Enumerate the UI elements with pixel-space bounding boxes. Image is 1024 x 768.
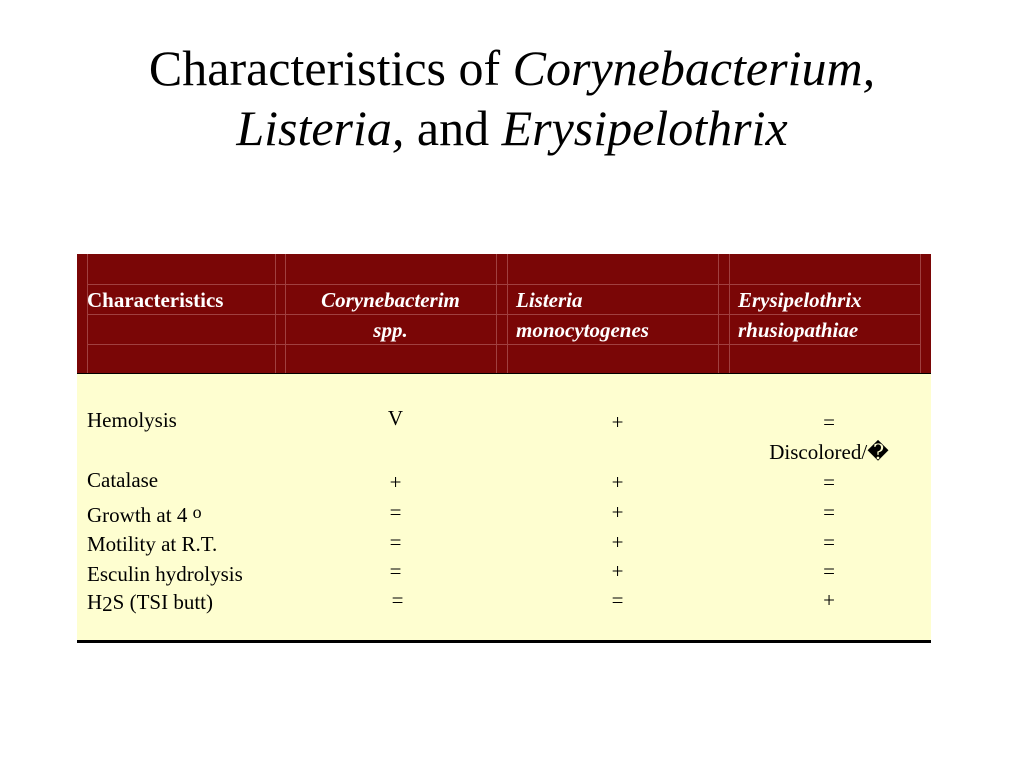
table-body [77,374,931,640]
cell-catalase-erysipelothrix: = [823,470,835,494]
header-corynebacterium-line1: Corynebacterim [321,288,460,312]
cell-h2s-listeria: = [611,588,624,612]
header-grid-line [275,254,276,374]
row-label-h2s-rest: S (TSI butt) [112,590,214,614]
row-label-growth-text: Growth at 4 [87,503,193,527]
row-label-hemolysis: Hemolysis [87,408,177,432]
row-label-esculin: Esculin hydrolysis [87,562,243,586]
title-genus-erysipelothrix: Erysipelothrix [501,100,788,156]
title-text: Characteristics of [148,40,513,96]
slide-title [0,38,1024,158]
header-erysipelothrix-line2: rhusiopathiae [738,318,859,342]
row-label-motility: Motility at R.T. [87,532,218,556]
header-grid-line [920,254,921,374]
cell-h2s-erysipelothrix: + [823,588,835,612]
cell-esculin-listeria: + [611,559,624,583]
header-corynebacterium-line2: spp. [373,318,408,342]
title-genus-listeria: Listeria, [236,100,405,156]
cell-growth-erysipelothrix: = [823,500,835,524]
table-bottom-rule [77,640,931,643]
characteristics-table [77,254,931,642]
row-label-h2s [87,587,213,617]
row-label-catalase: Catalase [87,468,159,492]
cell-motility-erysipelothrix: = [823,530,835,554]
title-line-2 [0,98,1024,158]
header-grid-line [87,284,921,285]
cell-hemolysis-erysipelothrix: = [823,410,835,434]
cell-hemolysis-corynebacterium: V [387,406,404,430]
cell-hemolysis-listeria: + [611,410,624,434]
cell-hemolysis-erysipelothrix-note: Discolored/� [769,440,889,464]
row-label-growth [87,500,202,531]
row-label-h2s-h: H [87,590,103,614]
title-line-1 [0,38,1024,98]
header-grid-line [718,254,719,374]
header-erysipelothrix-line1: Erysipelothrix [738,288,862,312]
cell-growth-listeria: + [611,500,624,524]
cell-catalase-listeria: + [611,470,624,494]
header-characteristics: Characteristics [87,288,224,312]
row-label-h2s-subscript: 2 [102,592,113,616]
table-header [77,254,931,374]
cell-motility-listeria: + [611,530,624,554]
cell-h2s-corynebacterium: = [391,588,404,612]
header-grid-line [496,254,497,374]
header-listeria-line1: Listeria [516,288,583,312]
cell-motility-corynebacterium: = [389,530,402,554]
cell-esculin-corynebacterium: = [389,559,402,583]
header-listeria-line2: monocytogenes [516,318,649,342]
cell-growth-corynebacterium: = [389,500,402,524]
degree-symbol: o [192,502,202,522]
cell-catalase-corynebacterium: + [389,470,402,494]
header-grid-line [729,254,730,374]
title-and: and [404,100,502,156]
cell-esculin-erysipelothrix: = [823,559,835,583]
title-genus-corynebacterium: Corynebacterium, [512,40,876,96]
header-grid-line [507,254,508,374]
